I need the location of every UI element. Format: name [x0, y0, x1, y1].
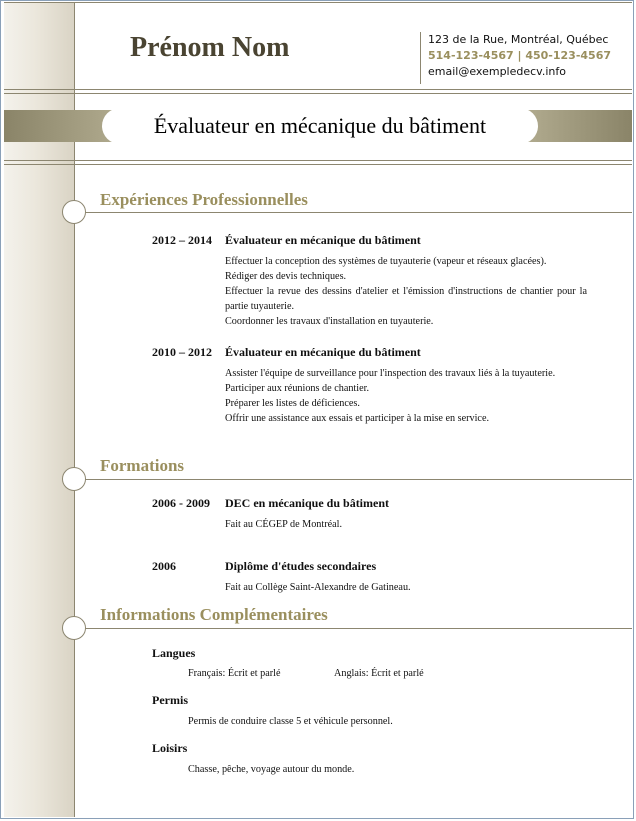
permits-text: Permis de conduire classe 5 et véhicule personnel.	[188, 716, 393, 727]
email: email@exempledecv.info	[428, 65, 566, 78]
section-heading-experience: Expériences Professionnelles	[100, 190, 308, 209]
section-marker-education	[62, 467, 86, 491]
experience-1-title: Évaluateur en mécanique du bâtiment	[225, 233, 421, 247]
permits-label: Permis	[152, 693, 188, 707]
phones: 514-123-4567 | 450-123-4567	[428, 49, 612, 62]
languages-label: Langues	[152, 646, 196, 660]
experience-2-line: Offrir une assistance aux essais et participer à la mise en service.	[225, 413, 490, 424]
experience-2-title: Évaluateur en mécanique du bâtiment	[225, 345, 421, 359]
section-rule-experience	[75, 212, 632, 213]
education-2-detail: Fait au Collège Saint-Alexandre de Gatineau.	[225, 582, 411, 593]
experience-2-line: Participer aux réunions de chantier.	[225, 383, 369, 394]
language-french: Français: Écrit et parlé	[188, 668, 281, 679]
experience-1-description	[225, 254, 587, 329]
experience-1-line: Rédiger des devis techniques.	[225, 271, 347, 282]
contact-block	[428, 32, 611, 80]
education-1-dates: 2006 - 2009	[152, 496, 210, 510]
title-rule-2	[4, 164, 632, 165]
education-2-title: Diplôme d'études secondaires	[225, 559, 377, 573]
language-english: Anglais: Écrit et parlé	[334, 668, 424, 679]
experience-2-dates: 2010 – 2012	[152, 345, 212, 359]
experience-1-line: Coordonner les travaux d'installation en tuyauterie.	[225, 316, 434, 327]
experience-1-line: Effectuer la revue des dessins d'atelier et l'émission d'instructions de chantier pour la partie tuyauterie.	[225, 286, 587, 312]
experience-2-description	[225, 366, 587, 426]
section-rule-education	[75, 479, 632, 480]
title-rule-1	[4, 160, 632, 161]
section-heading-education: Formations	[100, 456, 185, 475]
experience-1-line: Effectuer la conception des systèmes de tuyauterie (vapeur et réseaux glacées).	[225, 256, 547, 267]
education-2-dates: 2006	[152, 559, 176, 573]
contact-separator	[420, 32, 421, 84]
section-marker-additional	[62, 616, 86, 640]
header-rule-2	[4, 93, 632, 94]
section-marker-experience	[62, 200, 86, 224]
section-heading-additional: Informations Complémentaires	[100, 605, 328, 624]
header-rule-1	[4, 89, 632, 90]
hobbies-text: Chasse, pêche, voyage autour du monde.	[188, 764, 355, 775]
experience-1-dates: 2012 – 2014	[152, 233, 212, 247]
job-title: Évaluateur en mécanique du bâtiment	[102, 108, 538, 144]
education-1-title: DEC en mécanique du bâtiment	[225, 496, 390, 510]
experience-2-line: Préparer les listes de déficiences.	[225, 398, 360, 409]
top-rule	[4, 2, 632, 3]
candidate-name: Prénom Nom	[130, 32, 290, 63]
section-rule-additional	[75, 628, 632, 629]
experience-2-line: Assister l'équipe de surveillance pour l'inspection des travaux liés à la tuyauterie.	[225, 368, 556, 379]
address: 123 de la Rue, Montréal, Québec	[428, 33, 609, 46]
hobbies-label: Loisirs	[152, 741, 188, 755]
education-1-detail: Fait au CÉGEP de Montréal.	[225, 519, 343, 530]
